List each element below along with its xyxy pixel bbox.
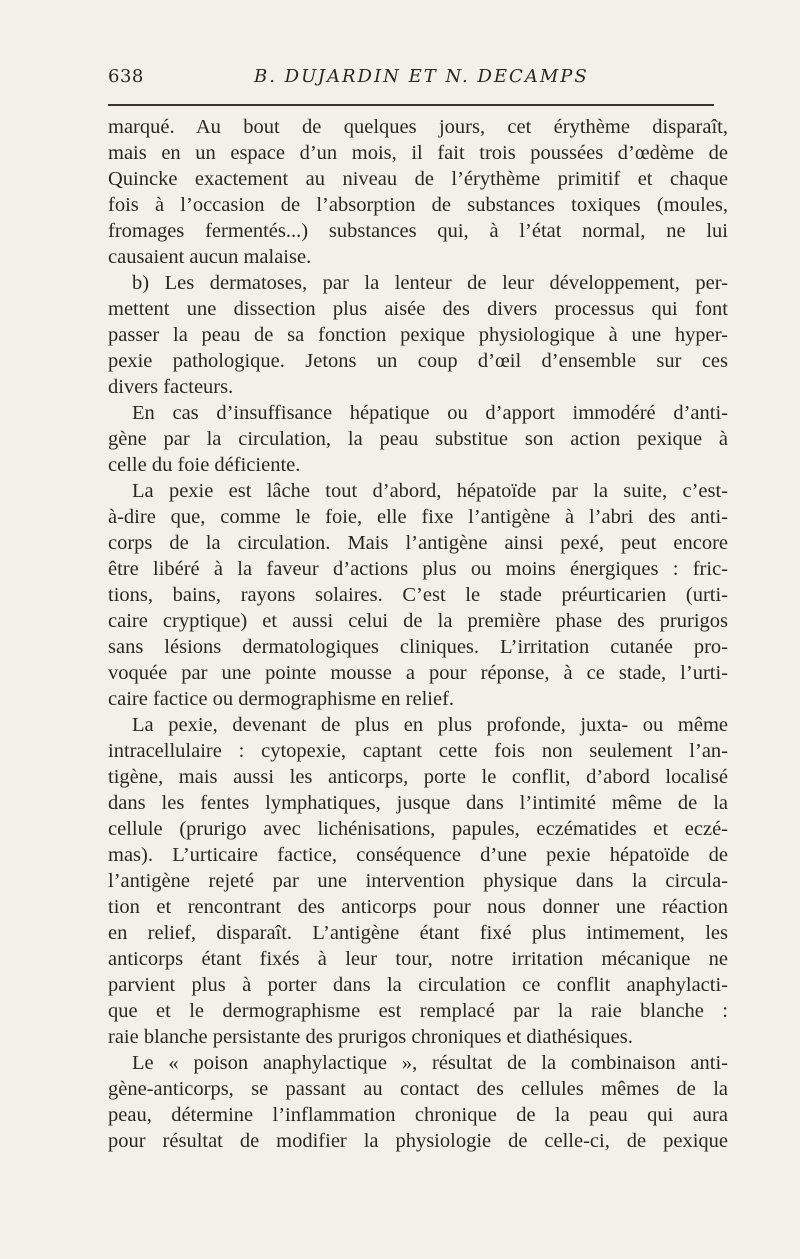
text-line: l’antigène rejeté par une intervention physique dans la circula- <box>108 870 728 892</box>
body-text <box>108 114 728 1154</box>
text-line: gène par la circulation, la peau substitue son action pexique à <box>108 428 728 450</box>
text-line: b) Les dermatoses, par la lenteur de leur développement, per- <box>132 272 728 294</box>
text-line: pour résultat de modifier la physiologie de celle-ci, de pexique <box>108 1130 728 1152</box>
text-line: anticorps étant fixés à leur tour, notre irritation mécanique ne <box>108 948 728 970</box>
text-line: Quincke exactement au niveau de l’érythème primitif et chaque <box>108 168 728 190</box>
text-line: fois à l’occasion de l’absorption de substances toxiques (moules, <box>108 194 728 216</box>
text-line: caire cryptique) et aussi celui de la première phase des prurigos <box>108 610 728 632</box>
text-line: cellule (prurigo avec lichénisations, papules, eczématides et eczé- <box>108 818 728 840</box>
text-line: tigène, mais aussi les anticorps, porte le conflit, d’abord localisé <box>108 766 728 788</box>
text-line: tions, bains, rayons solaires. C’est le stade préurticarien (urti- <box>108 584 728 606</box>
text-line: en relief, disparaît. L’antigène étant fixé plus intimement, les <box>108 922 728 944</box>
text-line: sans lésions dermatologiques cliniques. L’irritation cutanée pro- <box>108 636 728 658</box>
text-line: corps de la circulation. Mais l’antigène ainsi pexé, peut encore <box>108 532 728 554</box>
text-line: mettent une dissection plus aisée des divers processus qui font <box>108 298 728 320</box>
text-line: mas). L’urticaire factice, conséquence d’une pexie hépatoïde de <box>108 844 728 866</box>
text-line: intracellulaire : cytopexie, captant cette fois non seulement l’an- <box>108 740 728 762</box>
text-line: tion et rencontrant des anticorps pour nous donner une réaction <box>108 896 728 918</box>
text-line: peau, détermine l’inflammation chronique de la peau qui aura <box>108 1104 728 1126</box>
text-line: Le « poison anaphylactique », résultat de la combinaison anti- <box>132 1052 728 1074</box>
text-line: causaient aucun malaise. <box>108 246 312 268</box>
text-line: La pexie est lâche tout d’abord, hépatoïde par la suite, c’est- <box>132 480 728 502</box>
text-line: dans les fentes lymphatiques, jusque dans l’intimité même de la <box>108 792 728 814</box>
page-header <box>108 66 714 96</box>
text-line: raie blanche persistante des prurigos chroniques et diathésiques. <box>108 1026 633 1048</box>
text-line: à-dire que, comme le foie, elle fixe l’antigène à l’abri des anti- <box>108 506 728 528</box>
text-line: parvient plus à porter dans la circulation ce conflit anaphylacti- <box>108 974 728 996</box>
text-line: divers facteurs. <box>108 376 234 398</box>
text-line: pexie pathologique. Jetons un coup d’œil d’ensemble sur ces <box>108 350 728 372</box>
text-line: être libéré à la faveur d’actions plus ou moins énergiques : fric- <box>108 558 728 580</box>
text-line: gène-anticorps, se passant au contact des cellules mêmes de la <box>108 1078 728 1100</box>
text-line: mais en un espace d’un mois, il fait trois poussées d’œdème de <box>108 142 728 164</box>
text-line: celle du foie déficiente. <box>108 454 301 476</box>
header-rule <box>108 104 714 106</box>
text-line: En cas d’insuffisance hépatique ou d’apport immodéré d’anti- <box>132 402 728 424</box>
text-line: voquée par une pointe mousse a pour réponse, à ce stade, l’urti- <box>108 662 728 684</box>
running-title: B. DUJARDIN ET N. DECAMPS <box>254 66 589 87</box>
text-line: La pexie, devenant de plus en plus profonde, juxta- ou même <box>132 714 728 736</box>
text-line: passer la peau de sa fonction pexique physiologique à une hyper- <box>108 324 728 346</box>
page-number: 638 <box>108 66 144 87</box>
text-line: marqué. Au bout de quelques jours, cet érythème disparaît, <box>108 116 728 138</box>
text-line: caire factice ou dermographisme en relief. <box>108 688 455 710</box>
text-line: fromages fermentés...) substances qui, à l’état normal, ne lui <box>108 220 728 242</box>
text-line: que et le dermographisme est remplacé par la raie blanche : <box>108 1000 728 1022</box>
